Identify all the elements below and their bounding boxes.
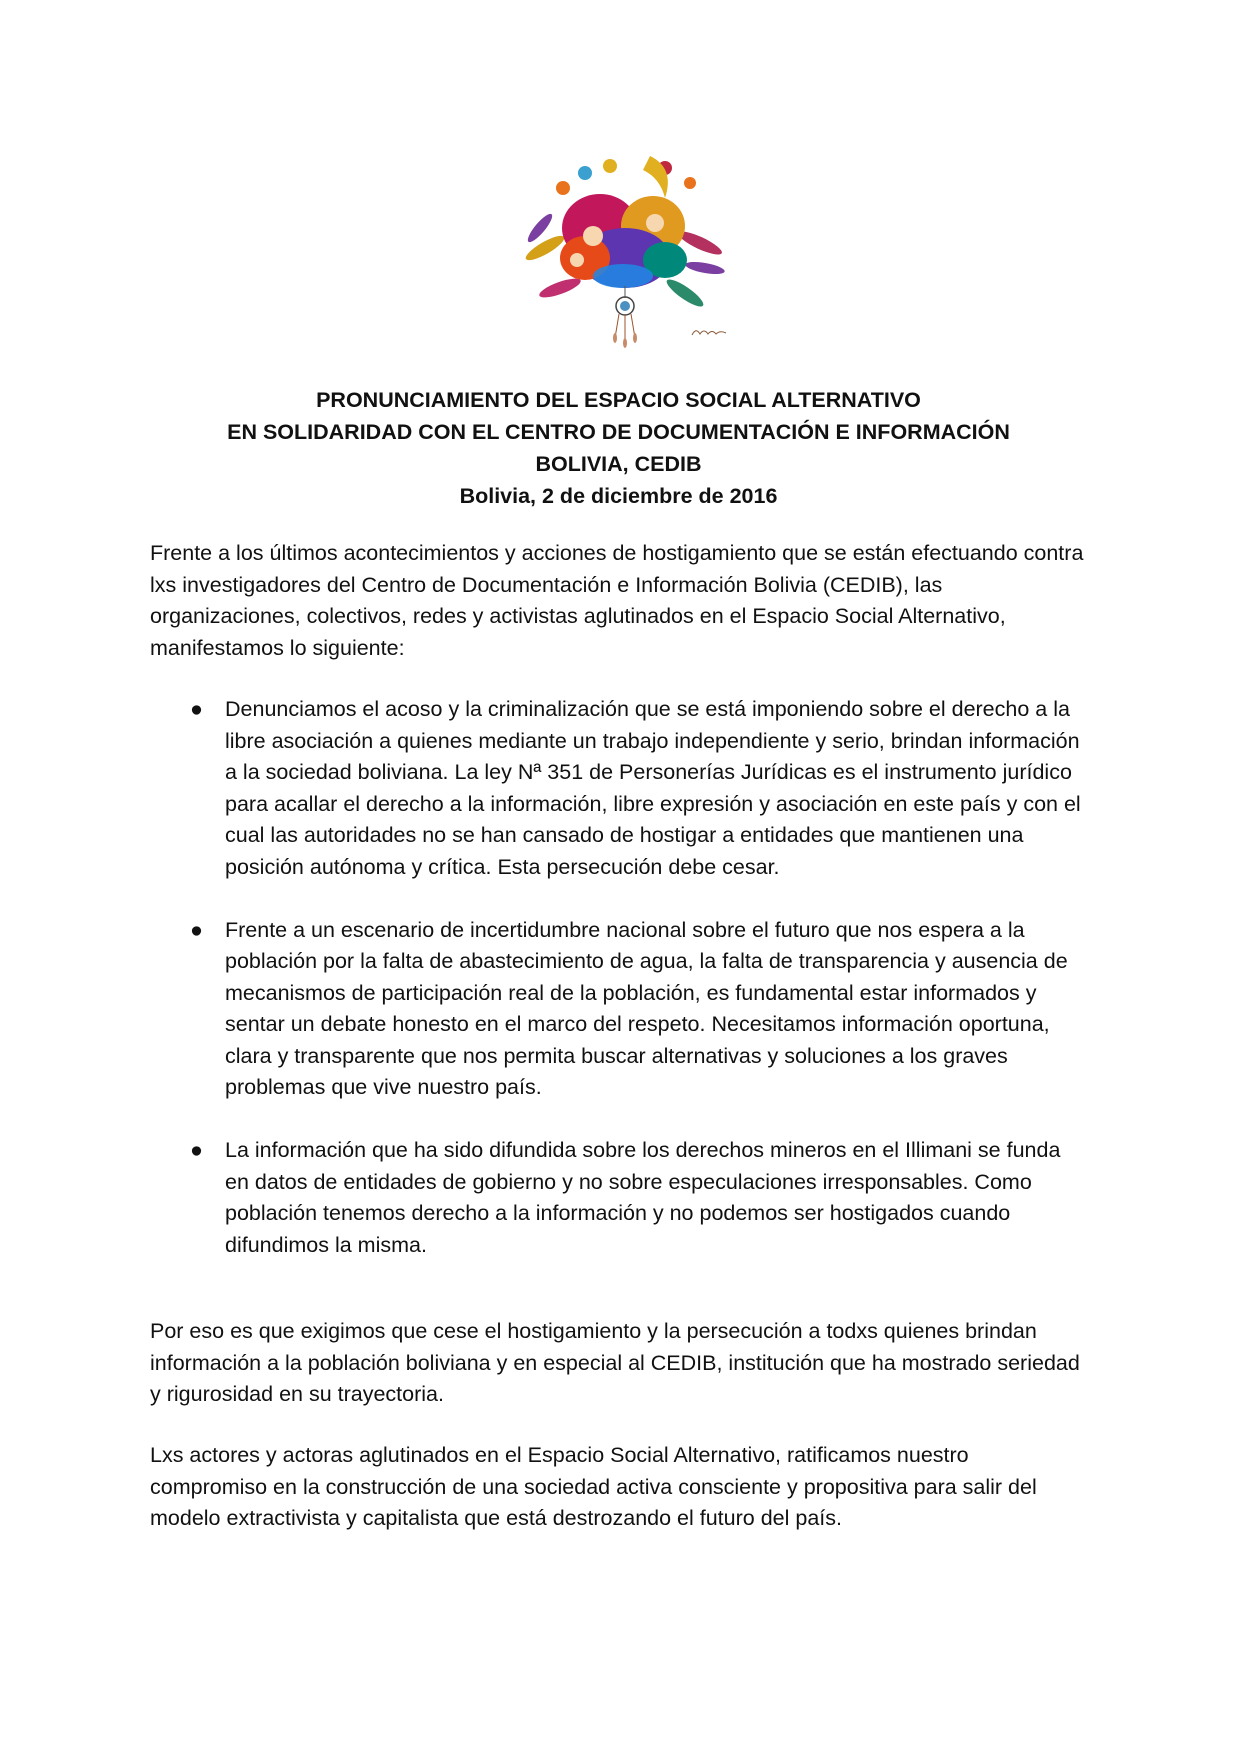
bullet-text: Frente a un escenario de incertidumbre nacional sobre el futuro que nos espera a la población por la falta de abastecimiento de agua, la falta de transparencia y ausencia de mecanismos de participación real de la población, es fundamental estar informados y sentar un debate honesto en el marco del respeto. Necesitamos información oportuna, clara y transparente que nos permita buscar alternativas y soluciones a los graves problemas que vive nuestro país. (225, 917, 1068, 1099)
intro-text: Frente a los últimos acontecimientos y acciones de hostigamiento que se están efectuando contra lxs investigadores del Centro de Documentación e Información Bolivia (CEDIB), las organizaciones, colectivos, redes y activistas aglutinados en el Espacio Social Alternativo, manifestamos lo siguiente: (150, 541, 1084, 660)
bullet-icon: ● (190, 697, 203, 721)
header-title-line-3: BOLIVIA, CEDIB (535, 452, 702, 476)
bullet-text: La información que ha sido difundida sobre los derechos mineros en el Illimani se funda en datos de entidades de gobierno y no sobre especulaciones irresponsables. Como población tenemos derecho a la información y no podemos ser hostigados cuando difundimos la misma. (225, 1138, 1061, 1257)
header-title-line-2: EN SOLIDARIDAD CON EL CENTRO DE DOCUMENTACIÓN E INFORMACIÓN (227, 420, 1010, 444)
header-title-line-1: PRONUNCIAMIENTO DEL ESPACIO SOCIAL ALTERNATIVO (316, 388, 921, 412)
list-item (150, 694, 1090, 883)
demand-paragraph (150, 1316, 1090, 1411)
header-date: Bolivia, 2 de diciembre de 2016 (459, 484, 778, 508)
artist-signature-icon (690, 325, 730, 339)
closing-text: Lxs actores y actoras aglutinados en el Espacio Social Alternativo, ratificamos nuestro compromiso en la construcción de una sociedad activa consciente y propositiva para salir del modelo extractivista y capitalista que está destrozando el futuro del país. (150, 1443, 1037, 1530)
demand-text: Por eso es que exigimos que cese el hostigamiento y la persecución a todxs quienes brindan información a la población boliviana y en especial al CEDIB, institución que ha mostrado seriedad y rigurosidad en su trayectoria. (150, 1319, 1080, 1406)
bullet-text: Denunciamos el acoso y la criminalización que se está imponiendo sobre el derecho a la libre asociación a quienes mediante un trabajo independiente y serio, brindan información a la sociedad boliviana. La ley Nª 351 de Personerías Jurídicas es el instrumento jurídico para acallar el derecho a la información, libre expresión y asociación en este país y con el cual las autoridades no se han cansado de hostigar a entidades que mantienen una posición autónoma y crítica. Esta persecución debe cesar. (225, 697, 1081, 879)
list-item (150, 1135, 1090, 1261)
bullet-icon: ● (190, 1138, 203, 1162)
intro-paragraph (150, 538, 1090, 664)
closing-paragraph (150, 1440, 1090, 1535)
list-item (150, 915, 1090, 1104)
bullet-icon: ● (190, 917, 203, 942)
bullet-list (150, 694, 1090, 1293)
document-header (150, 384, 1087, 512)
